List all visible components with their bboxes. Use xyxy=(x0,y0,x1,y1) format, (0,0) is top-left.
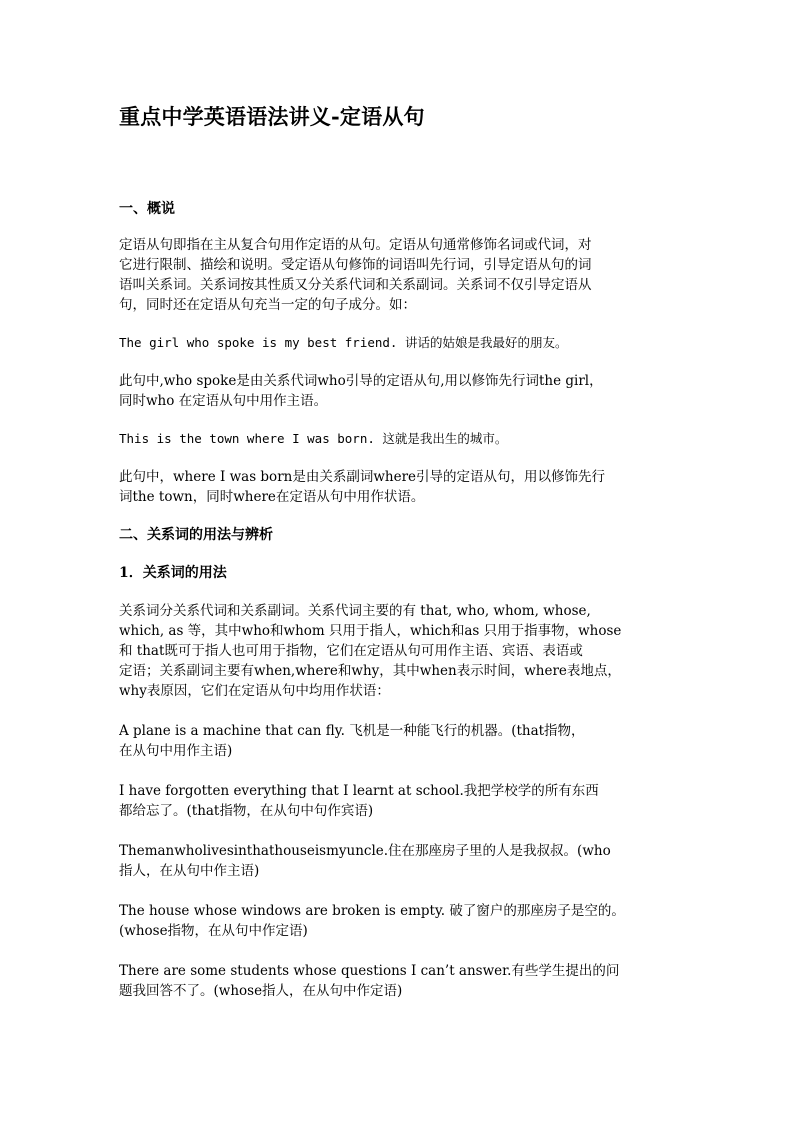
text-line: 关系词分关系代词和关系副词。关系代词主要的有 that, who, whom, whose, xyxy=(119,603,591,619)
text-line: 指人，在从句中作主语) xyxy=(119,863,260,879)
example-plane xyxy=(119,721,689,761)
text-line: 都给忘了。(that指物，在从句中句作宾语) xyxy=(119,803,374,819)
text-line: 在从句中用作主语) xyxy=(119,743,233,759)
text-line: 同时who 在定语从句中用作主语。 xyxy=(119,393,328,409)
text-line: A plane is a machine that can fly. 飞机是一种能飞行的机器。(that指物， xyxy=(119,723,585,739)
text-line: 词the town，同时where在定语从句中用作状语。 xyxy=(119,489,425,505)
text-line: This is the town where I was born. 这就是我出生的城市。 xyxy=(119,431,508,446)
text-line: 此句中,who spoke是由关系代词who引导的定语从句,用以修饰先行词the girl， xyxy=(119,373,603,389)
text-line: 定语从句即指在主从复合句用作定语的从句。定语从句通常修饰名词或代词，对 xyxy=(119,237,592,253)
text-line: I have forgotten everything that I learnt at school.我把学校学的所有东西 xyxy=(119,783,599,799)
text-line: 定语；关系副词主要有when,where和why，其中when表示时间，where表地点， xyxy=(119,663,621,679)
example-sentence-girl xyxy=(119,333,689,353)
page-title: 重点中学英语语法讲义-定语从句 xyxy=(119,104,425,129)
text-line: which, as 等，其中who和whom 只用于指人，which和as 只用于指事物，whose xyxy=(119,623,622,639)
text-line: (whose指物，在从句中作定语) xyxy=(119,923,308,939)
text-line: 语叫关系词。关系词按其性质又分关系代词和关系副词。关系词不仅引导定语从 xyxy=(119,277,592,293)
subsection-heading-usage: 1．关系词的用法 xyxy=(119,565,227,581)
text-line: The house whose windows are broken is empty. 破了窗户的那座房子是空的。 xyxy=(119,903,625,919)
paragraph-relative-words xyxy=(119,601,689,701)
example-uncle xyxy=(119,841,689,881)
example-forgotten xyxy=(119,781,689,821)
text-line: The girl who spoke is my best friend. 讲话的姑娘是我最好的朋友。 xyxy=(119,335,568,350)
text-line: Themanwholivesinthathouseismyuncle.住在那座房子里的人是我叔叔。(who xyxy=(119,843,611,859)
text-line: There are some students whose questions I can’t answer.有些学生提出的问 xyxy=(119,963,620,979)
paragraph-definition xyxy=(119,235,689,315)
text-line: 和 that既可于指人也可用于指物，它们在定语从句可用作主语、宾语、表语或 xyxy=(119,643,583,659)
document-body xyxy=(119,100,689,1001)
text-line: 此句中，where I was born是由关系副词where引导的定语从句，用以修饰先行 xyxy=(119,469,606,485)
text-line: why表原因，它们在定语从句中均用作状语： xyxy=(119,683,390,699)
text-line: 句，同时还在定语从句充当一定的句子成分。如： xyxy=(119,297,416,313)
section-heading-relatives: 二、关系词的用法与辨析 xyxy=(119,527,273,543)
section-heading-overview: 一、概说 xyxy=(119,201,175,217)
text-line: 它进行限制、描绘和说明。受定语从句修饰的词语叫先行词，引导定语从句的词 xyxy=(119,257,592,273)
example-students xyxy=(119,961,689,1001)
example-sentence-town xyxy=(119,429,689,449)
paragraph-explanation-who xyxy=(119,371,689,411)
paragraph-explanation-where xyxy=(119,467,689,507)
example-house xyxy=(119,901,689,941)
text-line: 题我回答不了。(whose指人，在从句中作定语) xyxy=(119,983,403,999)
